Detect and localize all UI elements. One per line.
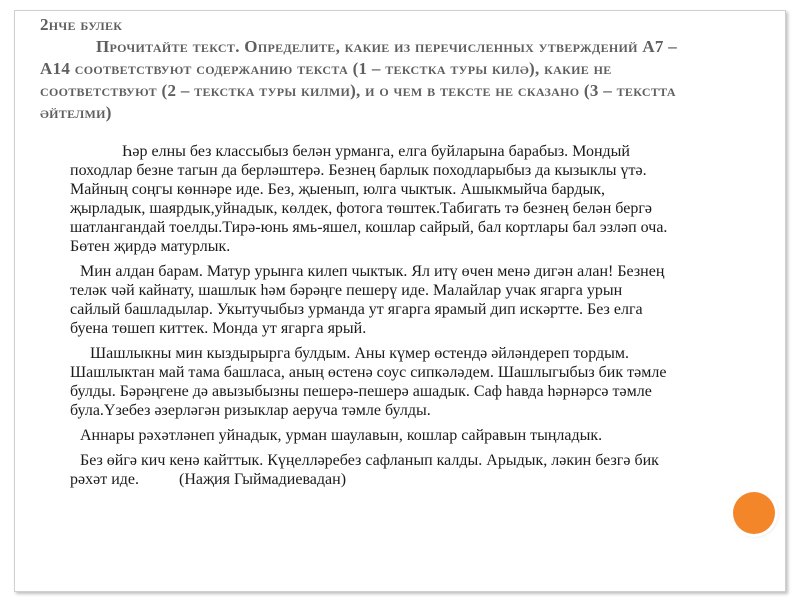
- text-paragraph-2: Мин алдан барам. Матур урынга килеп чыктык. Ял итү өчен менә дигән алан! Безнең теләк чәй кайнату, шашлык һәм бәрәңге пешерү иде. Малайлар учак ягарга урын сайлый башладылар. Укытучыбыз урманда ут ягарга ярамый дип искәртте. Без елга буена төшеп киттек. Монда ут ягарга ярый.: [70, 263, 665, 337]
- author-credit: (Наҗия Гыймадиевадан): [179, 471, 347, 488]
- last-paragraph-text: Без өйгә кич кенә кайттык. Күңелләребез сафланып калды. Арыдык, ләкин безгә бик рәхәт иде.: [70, 452, 659, 488]
- text-paragraph-3: Шашлыкны мин кыздырырга булдым. Аны күмер өстендә әйләндереп тордым. Шашлыктан май тама башласа, аның өстенә соус сипкәләдем. Шашлыгыбыз бик тәмле булды. Бәрәңгене дә авызыбызны пешерә-пешерә ашадык. Саф һавда һәрнәрсә тәмле була.Үзебез әзерләгән ризыклар аеруча тәмле булды.: [70, 345, 667, 419]
- section-heading: 2нче булек: [40, 15, 123, 34]
- reading-text: [70, 142, 670, 495]
- text-paragraph-4: Аннары рәхәтләнеп уйнадык, урман шаулавын, кошлар сайравын тыңладык.: [80, 427, 603, 444]
- orange-accent-circle: [733, 492, 775, 534]
- task-instruction-text: Прочитайте текст. Определите, какие из перечисленных утверждений А7 – А14 соответствуют содержанию текста (1 – текстка туры килә), какие не соответствуют (2 – текстка туры килми), и о чем в тексте не сказано (3 – текстта әйтелми): [40, 37, 678, 122]
- task-instruction: [40, 36, 685, 124]
- text-paragraph-5: [70, 451, 670, 489]
- text-paragraph-1: Һәр елны без классыбыз белән урманга, елга буйларына барабыз. Мондый походлар безне тагын да берләштерә. Безнең барлык походларыбыз да кызыклы үтә. Майның соңгы көннәре иде. Без, җыенып, юлга чыктык. Ашыкмыйча бардык, җырладык, шаярдык,уйнадык, көлдек, фотога төштек.Табигать тә безнең белән бергә шатлангандай тоелды.Тирә-юнь ямь-яшел, кошлар сайрый, бал кортлары бал эзләп оча. Бөтен җирдә матурлык.: [70, 143, 668, 255]
- task-block: [40, 14, 685, 124]
